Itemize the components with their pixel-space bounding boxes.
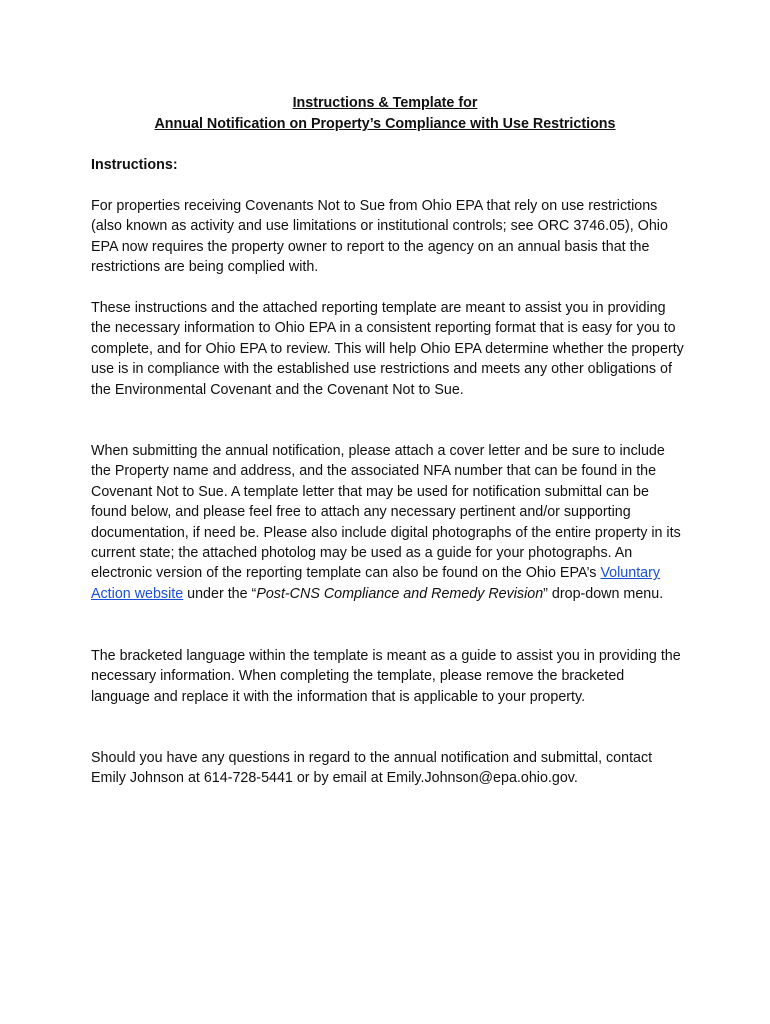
document-title-line-2: Annual Notification on Property’s Compliance with Use Restrictions [154, 116, 616, 132]
paragraph-template-purpose: These instructions and the attached reporting template are meant to assist you in providing the necessary information to Ohio EPA in a consistent reporting format that is easy for you to complete, and for Ohio EPA to review. This will help Ohio EPA determine whether the property use is in compliance with the established use restrictions and meets any other obligations of the Environmental Covenant and the Covenant Not to Sue. [91, 300, 684, 398]
submission-text-end: ” drop-down menu. [543, 585, 664, 602]
paragraph-submission-instructions [91, 441, 687, 604]
voluntary-action-website-link[interactable]: Voluntary Action website [91, 565, 661, 602]
instructions-heading: Instructions: [91, 157, 178, 173]
submission-text-before-link: When submitting the annual notification, please attach a cover letter and be sure to include the Property name and address, and the associated NFA number that can be found in the Covenant Not to Sue. A template letter that may be used for notification submittal can be found below, and please feel free to attach any necessary pertinent and/or supporting documentation, if need be. Please also include digital photographs of the entire property in its current state; the attached photolog may be used as a guide for your photographs. An electronic version of the reporting template can also be found on the Ohio EPA’s [91, 443, 681, 582]
paragraph-covenant-requirement: For properties receiving Covenants Not to Sue from Ohio EPA that rely on use restrictions (also known as activity and use limitations or institutional controls; see ORC 3746.05), Ohio EPA now requires the property owner to report to the agency on an annual basis that the restrictions are being complied with. [91, 198, 668, 276]
dropdown-menu-name: Post-CNS Compliance and Remedy Revision [256, 585, 544, 602]
paragraph-bracketed-language: The bracketed language within the template is meant as a guide to assist you in providing the necessary information. When completing the template, please remove the bracketed language and replace it with the information that is applicable to your property. [91, 648, 681, 705]
document-title-line-1: Instructions & Template for [292, 95, 478, 111]
submission-text-after-link: under the “ [183, 585, 257, 602]
paragraph-contact-info: Should you have any questions in regard to the annual notification and submittal, contact Emily Johnson at 614-728-5441 or by email at Emily.Johnson@epa.ohio.gov. [91, 750, 653, 787]
